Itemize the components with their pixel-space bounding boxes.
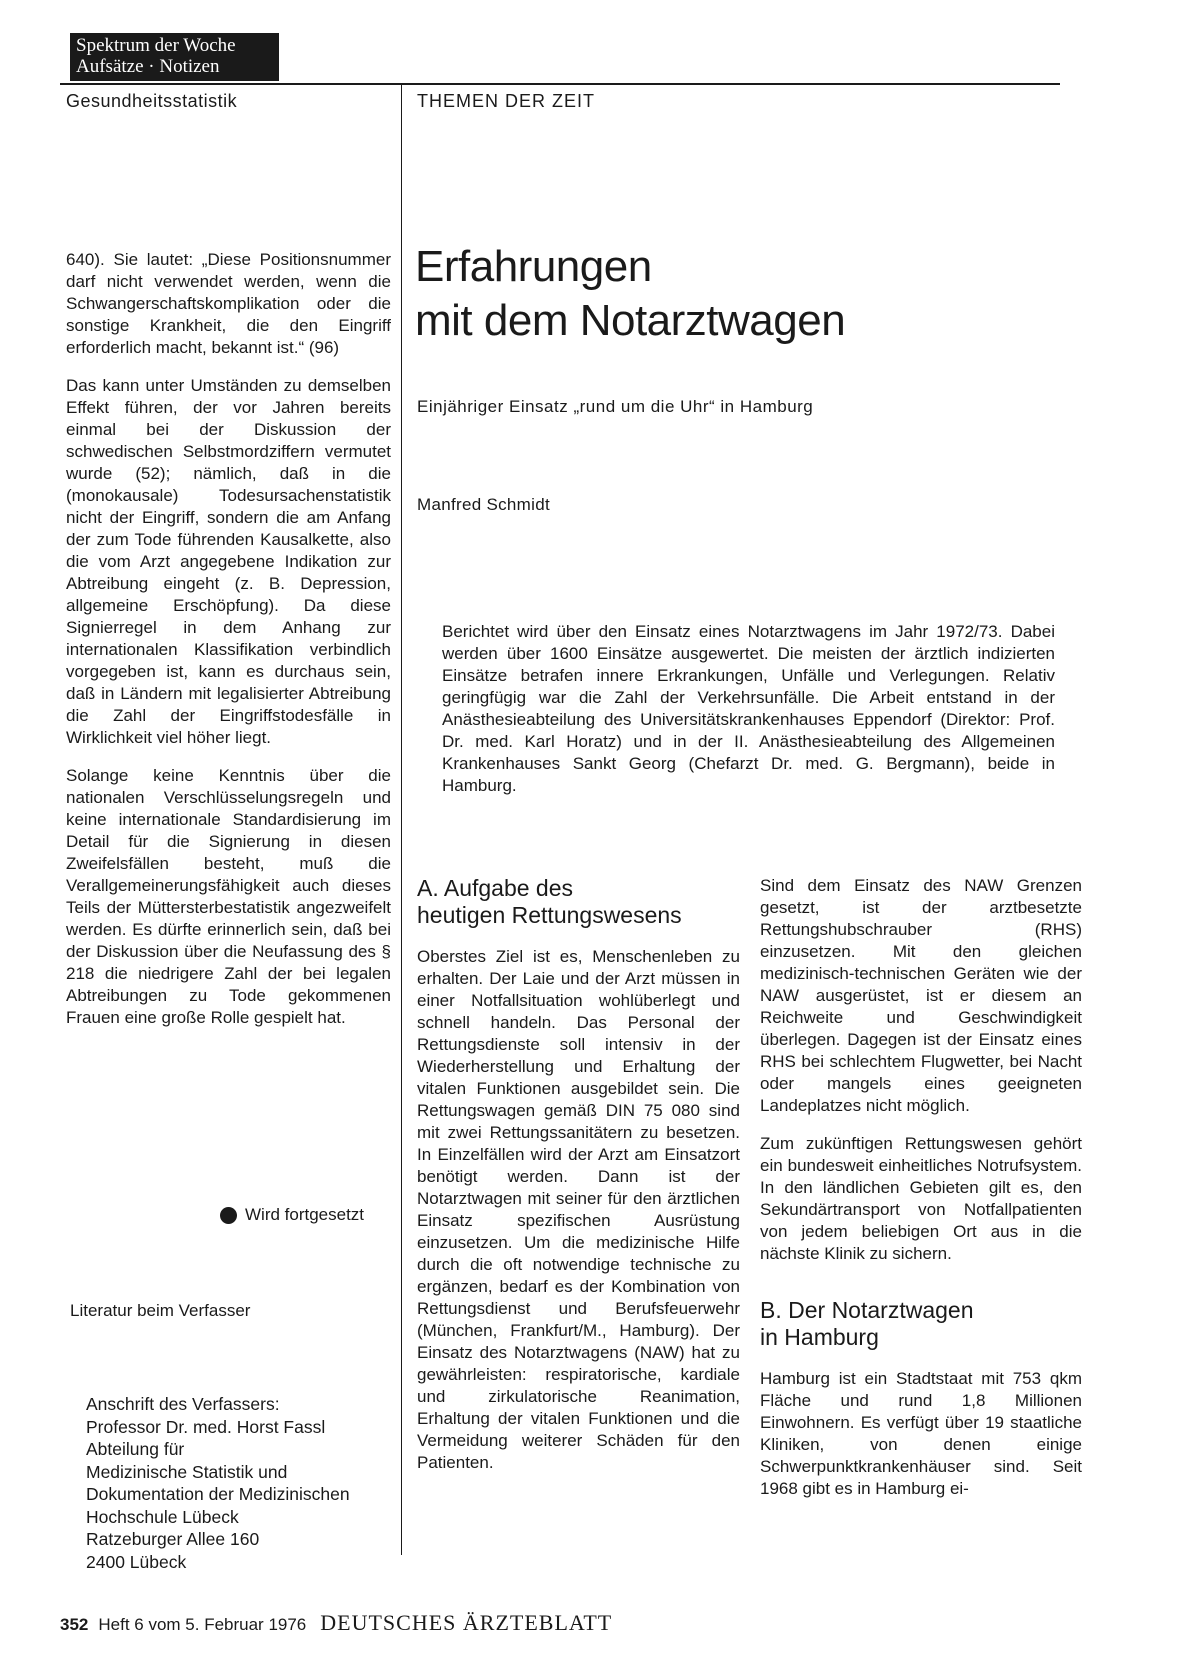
- article-abstract: Berichtet wird über den Einsatz eines Notarztwagens im Jahr 1972/73. Dabei werden über 1600 Einsätze ausgewertet. Die meisten der ärztlich indizierten Einsätze betrafen innere Erkrankungen, Unfälle und Verlegungen. Relativ geringfügig war die Zahl der Verkehrsunfälle. Die Arbeit entstand in der Anästhesieabteilung des Universitätskrankenhauses Eppendorf (Direktor: Prof. Dr. med. Karl Horatz) und in der II. Anästhesieabteilung des Allgemeinen Krankenhauses Sankt Georg (Chefarzt Dr. med. G. Bergmann), beide in Hamburg.: [442, 622, 1055, 795]
- article-column-b: [760, 875, 1082, 1500]
- bullet-dot-icon: [220, 1207, 237, 1224]
- section-b-heading-line1: B. Der Notarztwagen: [760, 1297, 974, 1323]
- section-b-heading: [760, 1297, 1082, 1351]
- continued-label: Wird fortgesetzt: [245, 1205, 365, 1224]
- address-line: Anschrift des Verfassers:: [86, 1394, 280, 1414]
- article-title: [415, 240, 845, 348]
- section-a-heading-line1: A. Aufgabe des: [417, 875, 574, 901]
- page-footer: [60, 1610, 612, 1636]
- col-b-paragraph-3: Hamburg ist ein Stadtstaat mit 753 qkm Fläche und rund 1,8 Millionen Einwohnern. Es verfügt über 19 staatliche Kliniken, von denen einige Schwerpunktkrankenhäuser sind. Seit 1968 gibt es in Hamburg ei-: [760, 1369, 1082, 1498]
- left-paragraph-1: 640). Sie lautet: „Diese Positionsnummer darf nicht verwendet werden, wenn die Schwangerschaftskomplikation oder die sonstige Krankheit, die den Eingriff erforderlich macht, bekannt ist.“ (96): [66, 250, 391, 357]
- address-line: Hochschule Lübeck: [86, 1506, 239, 1527]
- article-author: Manfred Schmidt: [417, 495, 550, 514]
- section-a-heading: [417, 875, 740, 929]
- address-line: Dokumentation der Medizinischen: [86, 1484, 350, 1504]
- continued-note: [220, 1205, 364, 1225]
- header-left-topic: Gesundheitsstatistik: [66, 91, 238, 111]
- section-a-heading-line2: heutigen Rettungswesens: [417, 902, 682, 928]
- header-rule: [60, 83, 1060, 85]
- address-line: Medizinische Statistik und: [86, 1461, 288, 1482]
- article-title-line2: mit dem Notarztwagen: [415, 296, 846, 345]
- left-column-text: [66, 249, 391, 1029]
- section-a-paragraph: Oberstes Ziel ist es, Menschenleben zu erhalten. Der Laie und der Arzt müssen in einer Notfallsituation wohlüberlegt und schnell handeln. Das Personal der Rettungsdienste soll intensiv in der Wiederherstellung und Erhaltung der vitalen Funktionen ausgebildet sein. Die Rettungswagen gemäß DIN 75 080 sind mit zwei Rettungssanitätern zu besetzen. In Einzelfällen wird der Arzt am Einsatzort benötigt werden. Dann ist der Notarztwagen mit seiner für den ärztlichen Einsatz spezifischen Ausrüstung einzusetzen. Um die medizinische Hilfe durch die oft notwendige technische zu ergänzen, bedarf es der Kombination von Rettungsdienst und Berufsfeuerwehr (München, Frankfurt/M., Hamburg). Der Einsatz des Notarztwagens (NAW) hat zu gewährleisten: respiratorische, kardiale und zirkulatorische Reanimation, Erhaltung der vitalen Funktionen und die Vermeidung weiterer Schäden für den Patienten.: [417, 947, 740, 1472]
- section-label-line1: Spektrum der Woche: [76, 35, 236, 56]
- col-b-paragraph-2: Zum zukünftigen Rettungswesen gehört ein bundesweit einheitliches Notrufsystem. In den ländlichen Gebieten gilt es, den Sekundärtransport von Notfallpatienten von jedem beliebigen Ort aus in die nächste Klinik zu sichern.: [760, 1134, 1082, 1263]
- address-line: Professor Dr. med. Horst Fassl: [86, 1416, 326, 1437]
- author-address: [86, 1393, 350, 1573]
- literature-note: Literatur beim Verfasser: [70, 1301, 251, 1320]
- header-right-topic: THEMEN DER ZEIT: [417, 91, 596, 111]
- article-column-a: [417, 875, 740, 1474]
- address-line: Abteilung für: [86, 1439, 185, 1459]
- address-line: Ratzeburger Allee 160: [86, 1529, 260, 1549]
- address-line: 2400 Lübeck: [86, 1551, 187, 1572]
- section-label-line2: Aufsätze · Notizen: [76, 56, 220, 77]
- left-paragraph-2: Das kann unter Umständen zu demselben Effekt führen, der vor Jahren bereits einmal bei der Diskussion der schwedischen Selbstmordziffern vermutet wurde (52); nämlich, daß in die (monokausale) Todesursachenstatistik nicht der Eingriff, sondern die am Anfang der zum Tode führenden Kausalkette, also die vom Arzt angegebene Indikation zur Abtreibung eingeht (z. B. Depression, allgemeine Erschöpfung). Da diese Signierregel in dem Anhang zur internationalen Klassifikation verbindlich vorgegeben ist, kann es durchaus sein, daß in Ländern mit legalisierter Abtreibung die Zahl der Eingriffstodesfälle in Wirklichkeit viel höher liegt.: [66, 376, 391, 747]
- column-divider: [401, 85, 402, 1555]
- issue-info: Heft 6 vom 5. Februar 1976: [98, 1615, 307, 1634]
- page-number: 352: [60, 1615, 89, 1634]
- journal-name: DEUTSCHES ÄRZTEBLATT: [320, 1610, 613, 1635]
- section-b-heading-line2: in Hamburg: [760, 1324, 879, 1350]
- article-title-line1: Erfahrungen: [415, 242, 652, 291]
- section-label-box: [70, 33, 279, 81]
- article-subtitle: Einjähriger Einsatz „rund um die Uhr“ in Hamburg: [417, 397, 814, 416]
- left-paragraph-3: Solange keine Kenntnis über die nationalen Verschlüsselungsregeln und keine internationale Standardisierung im Detail für die Signierung in diesen Zweifelsfällen besteht, muß die Verallgemeinerungsfähigkeit auch dieses Teils der Müttersterbestatistik angezweifelt werden. Es dürfte erinnerlich sein, daß bei der Diskussion über die Neufassung des § 218 die niedrigere Zahl der bei legalen Abtreibungen zu Tode gekommenen Frauen eine große Rolle gespielt hat.: [66, 766, 391, 1027]
- col-b-paragraph-1: Sind dem Einsatz des NAW Grenzen gesetzt, ist der arztbesetzte Rettungshubschrauber (RHS) einzusetzen. Mit den gleichen medizinisch-technischen Geräten wie der NAW ausgerüstet, ist er diesem an Reichweite und Geschwindigkeit überlegen. Dagegen ist der Einsatz eines RHS bei schlechtem Flugwetter, bei Nacht oder mangels eines geeigneten Landeplatzes nicht möglich.: [760, 876, 1082, 1115]
